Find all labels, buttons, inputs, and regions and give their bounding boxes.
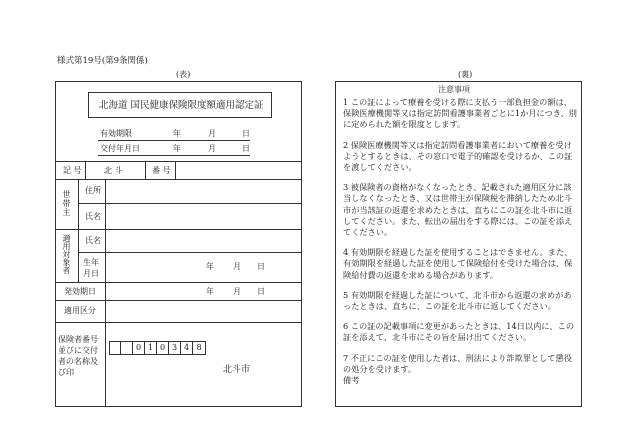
- note-text: 7 不正にこの証を使用した者は、刑法により詐欺罪として懲役の処分を受けます。: [343, 352, 572, 374]
- form-number-label: 様式第19号(第9条関係): [57, 56, 148, 66]
- validity-underline: [98, 140, 250, 141]
- issue-underline: [98, 155, 250, 156]
- notes-list: [343, 97, 578, 386]
- note-item: [343, 321, 578, 343]
- note-text: 4 有効期限を経過した証を使用することはできません。また、有効期限を経過した証を使用して保険給付を受けた場合は、保険給付費の返還を求める場合があります。: [343, 247, 573, 280]
- grid-line: [105, 282, 106, 300]
- note-item: [343, 290, 578, 312]
- grid-line: [105, 229, 106, 282]
- grid-line: [55, 229, 302, 230]
- validity-year: 年: [173, 129, 181, 138]
- insurer-digit: 0: [157, 341, 169, 355]
- back-side-label: (裏): [458, 70, 473, 79]
- grid-line: [78, 229, 79, 282]
- insurer-label: 保険者番号並びに交付者の名称及び印: [58, 335, 98, 377]
- applicant-name-label: 氏名: [85, 236, 101, 245]
- symbol-value: 北 斗: [104, 166, 123, 175]
- note-text: 1 この証によって療養を受ける際に支払う一部負担金の額は、保険医療機関等又は指定訪問看護事業者ごとに1か月につき、別に定められた額を限度とします。: [343, 97, 577, 130]
- insurer-digit: 8: [196, 343, 202, 352]
- grid-line: [55, 282, 302, 283]
- symbol-label: 記 号: [63, 166, 82, 175]
- issue-day: 日: [242, 144, 250, 153]
- grid-line: [175, 161, 176, 179]
- note-item: [343, 140, 578, 174]
- insurer-digit: [121, 341, 133, 355]
- start-year: 年: [206, 287, 214, 296]
- start-day: 日: [257, 287, 265, 296]
- applicant-label: 適用対象者: [62, 234, 71, 274]
- birth-label: 生年月日: [83, 258, 99, 278]
- note-item: [343, 247, 578, 281]
- note-text: 3 被保険者の資格がなくなったとき、記載された適用区分に該当しなくなったとき、又は世帯主が保険税を滞納したため北斗市が当該証の返還を求めたときは、直ちにこの証を北斗市に返してください。また、転出の届出をする際には、この証を添えてください。: [343, 182, 573, 238]
- category-label: 適用区分: [64, 306, 96, 315]
- validity-day: 日: [242, 129, 250, 138]
- grid-line: [55, 300, 302, 301]
- insurer-digit: 4: [181, 341, 193, 355]
- insurer-digit: 0: [133, 341, 145, 355]
- note-item: [343, 182, 578, 238]
- note-text: 2 保険医療機関等又は指定訪問看護事業者において療養を受けようとするときは、その窓口で電子的確認を受けるか、この証を渡してください。: [343, 139, 573, 173]
- remarks-label: 備考: [343, 375, 360, 386]
- issue-year: 年: [173, 144, 181, 153]
- grid-line: [55, 179, 302, 180]
- validity-label: 有効期限: [100, 129, 132, 138]
- birth-month: 月: [233, 262, 241, 271]
- insurer-digit: 1: [145, 341, 157, 355]
- notes-heading: 注意事項: [438, 85, 470, 94]
- grid-line: [145, 161, 146, 179]
- start-month: 月: [233, 287, 241, 296]
- grid-line: [105, 322, 106, 407]
- row-line: [55, 161, 302, 162]
- insurer-name: 北斗市: [223, 365, 251, 375]
- insurer-digit: 3: [169, 341, 181, 355]
- front-side-label: (表): [176, 70, 191, 79]
- note-item: [343, 97, 578, 131]
- address-label: 住所: [85, 186, 101, 195]
- birth-year: 年: [206, 262, 214, 271]
- householder-name-label: 氏名: [85, 212, 101, 221]
- grid-line: [78, 252, 302, 253]
- grid-line: [78, 203, 302, 204]
- note-item: [343, 353, 578, 375]
- note-text: 6 この証の記載事項に変更があったときは、14日以内に、この証を添えて、北斗市にその旨を届け出てください。: [343, 321, 575, 343]
- insurer-digit: [109, 341, 121, 355]
- issue-month: 月: [208, 144, 216, 153]
- start-date-label: 発効期日: [64, 287, 96, 296]
- note-text: 5 有効期限を経過した証について、北斗市から返還の求めがあったときは、直ちに、この証を北斗市に返してください。: [343, 289, 572, 312]
- birth-day: 日: [257, 262, 265, 271]
- number-label: 番 号: [152, 166, 171, 175]
- grid-line: [105, 179, 106, 229]
- issue-date-label: 交付年月日: [100, 144, 140, 153]
- grid-line: [105, 300, 106, 322]
- validity-month: 月: [208, 129, 216, 138]
- grid-line: [78, 179, 79, 229]
- card-title: 北海道 国民健康保険限度額適用認定証: [99, 100, 264, 111]
- grid-line: [55, 322, 302, 323]
- grid-line: [85, 161, 86, 179]
- householder-label: 世帯主: [62, 190, 71, 217]
